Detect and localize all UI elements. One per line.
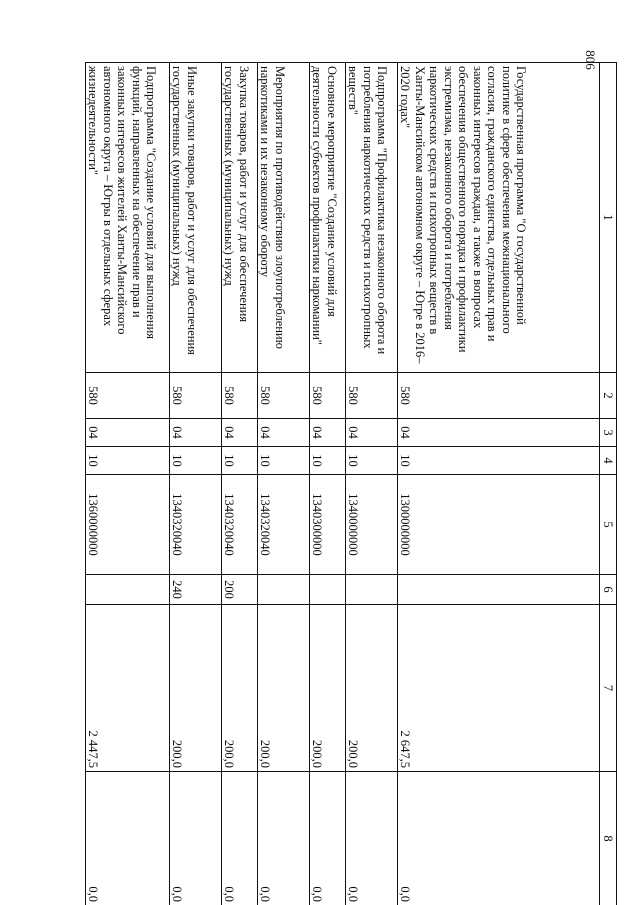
cell-c4: 10: [86, 447, 170, 475]
table-row: [170, 63, 222, 905]
cell-c2: 580: [170, 373, 222, 419]
cell-c3: 04: [398, 419, 600, 447]
table-row: [310, 63, 346, 905]
header-cell: 4: [600, 447, 617, 475]
cell-c4: 10: [310, 447, 346, 475]
cell-c5: 1340320040: [170, 475, 222, 575]
cell-c5: 1360000000: [86, 475, 170, 575]
cell-c6: [346, 575, 398, 605]
cell-c2: 580: [86, 373, 170, 419]
cell-c3: 04: [258, 419, 310, 447]
cell-c8: 0,0: [346, 772, 398, 905]
cell-c4: 10: [258, 447, 310, 475]
cell-c3: 04: [346, 419, 398, 447]
cell-c7: 2 447,5: [86, 605, 170, 772]
rotated-table-area: [80, 62, 617, 905]
cell-c7: 200,0: [170, 605, 222, 772]
cell-c4: 10: [398, 447, 600, 475]
table-row: [258, 63, 310, 905]
cell-c6: 200: [222, 575, 258, 605]
budget-table: [85, 62, 617, 905]
cell-c4: 10: [170, 447, 222, 475]
cell-c6: 240: [170, 575, 222, 605]
cell-c6: [398, 575, 600, 605]
header-cell: 3: [600, 419, 617, 447]
cell-c8: 0,0: [86, 772, 170, 905]
row-name: Закупка товаров, работ и услуг для обеспечения государственных (муниципальных) нужд: [222, 63, 258, 373]
cell-c2: 580: [258, 373, 310, 419]
header-cell: 7: [600, 605, 617, 772]
table-row: [222, 63, 258, 905]
header-cell: 8: [600, 772, 617, 905]
cell-c8: 0,0: [398, 772, 600, 905]
cell-c4: 10: [346, 447, 398, 475]
cell-c3: 04: [86, 419, 170, 447]
page-number-text: 806: [583, 50, 598, 70]
cell-c8: 0,0: [222, 772, 258, 905]
header-row: [600, 63, 617, 905]
header-cell: 6: [600, 575, 617, 605]
cell-c7: 200,0: [310, 605, 346, 772]
row-name: Иные закупки товаров, работ и услуг для обеспечения государственных (муниципальных) нужд: [170, 63, 222, 373]
cell-c2: 580: [346, 373, 398, 419]
cell-c7: 200,0: [222, 605, 258, 772]
cell-c3: 04: [310, 419, 346, 447]
cell-c8: 0,0: [258, 772, 310, 905]
rotated-table-frame: [80, 62, 617, 905]
cell-c5: 1340300000: [310, 475, 346, 575]
cell-c7: 2 647,5: [398, 605, 600, 772]
cell-c4: 10: [222, 447, 258, 475]
cell-c6: [258, 575, 310, 605]
cell-c5: 1340320040: [222, 475, 258, 575]
cell-c2: 580: [398, 373, 600, 419]
cell-c7: 200,0: [258, 605, 310, 772]
row-name: Мероприятия по противодействию злоупотреблению наркотиками и их незаконному обороту: [258, 63, 310, 373]
header-cell: 1: [600, 63, 617, 373]
cell-c6: [310, 575, 346, 605]
table-row: [86, 63, 170, 905]
cell-c5: 1300000000: [398, 475, 600, 575]
cell-c7: 200,0: [346, 605, 398, 772]
cell-c5: 1340320040: [258, 475, 310, 575]
cell-c2: 580: [310, 373, 346, 419]
cell-c2: 580: [222, 373, 258, 419]
table-row: [346, 63, 398, 905]
cell-c8: 0,0: [170, 772, 222, 905]
row-name: Основное мероприятие "Создание условий для деятельности субъектов профилактики наркомании": [310, 63, 346, 373]
cell-c6: [86, 575, 170, 605]
cell-c3: 04: [170, 419, 222, 447]
cell-c8: 0,0: [310, 772, 346, 905]
header-cell: 2: [600, 373, 617, 419]
row-name: Подпрограмма "Создание условий для выполнения функций, направленных на обеспечение прав и законных интересов жителей Ханты-Мансийского автономного округа – Югры в отдельных сферах жизнедеятельности": [86, 63, 170, 373]
cell-c5: 1340000000: [346, 475, 398, 575]
row-name: Подпрограмма "Профилактика незаконного оборота и потребления наркотических средств и психотропных веществ": [346, 63, 398, 373]
cell-c3: 04: [222, 419, 258, 447]
table-row: [398, 63, 600, 905]
header-cell: 5: [600, 475, 617, 575]
row-name: Государственная программа "О государственной политике в сфере обеспечения межнационального согласия, гражданского единства, отдельных прав и законных интересов граждан, а также в вопросах обеспечения общественного порядка и профилактики экстремизма, незаконного оборота и потребления наркотических средств и психотропных веществ в Ханты-Мансийском автономном округе – Югре в 2016–2020 годах": [398, 63, 600, 373]
